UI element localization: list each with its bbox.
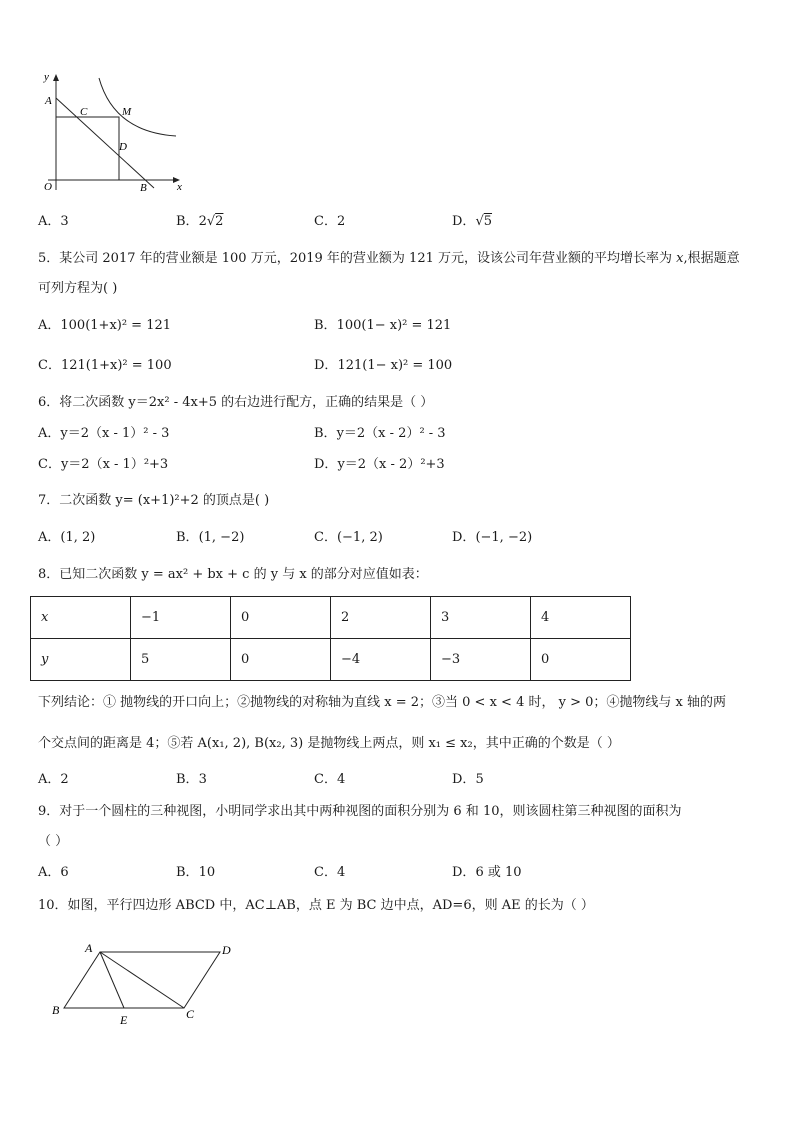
table-cell: y bbox=[31, 639, 131, 681]
q6-option-c[interactable]: C．y＝2（x - 1）²+3 bbox=[38, 457, 169, 472]
q7-option-b[interactable]: B．(1, −2) bbox=[176, 530, 245, 545]
q9-option-d[interactable]: D．6 或 10 bbox=[452, 865, 522, 880]
q4-option-a[interactable]: A．3 bbox=[38, 214, 69, 229]
q6-option-a[interactable]: A．y＝2（x - 1）² - 3 bbox=[38, 426, 170, 441]
table-cell: −3 bbox=[431, 639, 531, 681]
q8-option-b[interactable]: B．3 bbox=[176, 772, 207, 787]
y-axis-arrow bbox=[53, 74, 59, 81]
table-cell: −4 bbox=[331, 639, 431, 681]
q4-figure bbox=[36, 70, 196, 195]
label-o: O bbox=[44, 181, 52, 193]
q5-stem: 5．某公司 2017 年的营业额是 100 万元，2019 年的营业额为 121 万元，设该公司年营业额的平均增长率为 x,根据题意 bbox=[38, 251, 740, 266]
label-b: B bbox=[52, 1003, 60, 1017]
label-d: D bbox=[222, 943, 231, 957]
table-row bbox=[31, 639, 631, 681]
table-cell: 0 bbox=[531, 639, 631, 681]
segment-ac bbox=[100, 952, 184, 1008]
table-cell: 0 bbox=[231, 597, 331, 639]
q7-option-a[interactable]: A．(1, 2) bbox=[38, 530, 96, 545]
q10-stem: 10．如图，平行四边形 ABCD 中，AC⊥AB，点 E 为 BC 边中点，AD=6，则 AE 的长为（ ） bbox=[38, 898, 594, 913]
label-c: C bbox=[186, 1007, 195, 1021]
q5-option-a[interactable]: A．100(1+x)² = 121 bbox=[38, 318, 172, 333]
label-m: M bbox=[122, 106, 132, 118]
q10-figure bbox=[44, 938, 244, 1028]
q7-option-c[interactable]: C．(−1, 2) bbox=[314, 530, 383, 545]
sqrt-symbol: √ bbox=[475, 214, 484, 229]
table-cell: −1 bbox=[131, 597, 231, 639]
table-cell: 4 bbox=[531, 597, 631, 639]
q8-stem: 8．已知二次函数 y = ax² + bx + c 的 y 与 x 的部分对应值如表： bbox=[38, 567, 428, 582]
q6-option-b[interactable]: B．y＝2（x - 2）² - 3 bbox=[314, 426, 446, 441]
q8-option-c[interactable]: C．4 bbox=[314, 772, 346, 787]
q5-stem-line2: 可列方程为( ) bbox=[38, 281, 118, 296]
label-d: D bbox=[119, 141, 127, 153]
q8-option-a[interactable]: A．2 bbox=[38, 772, 69, 787]
q5-option-c[interactable]: C．121(1+x)² = 100 bbox=[38, 358, 172, 373]
table-cell: x bbox=[31, 597, 131, 639]
table-cell: 5 bbox=[131, 639, 231, 681]
q9-stem: 9．对于一个圆柱的三种视图，小明同学求出其中两种视图的面积分别为 6 和 10，则该圆柱第三种视图的面积为 bbox=[38, 804, 682, 819]
label-a: A bbox=[45, 95, 52, 107]
label-y: y bbox=[44, 71, 49, 83]
table-cell: 0 bbox=[231, 639, 331, 681]
q9-stem-line2: （ ） bbox=[38, 834, 69, 849]
q8-conclusion-line1: 下列结论：① 抛物线的开口向上；②抛物线的对称轴为直线 x = 2；③当 0 < x < 4 时， y > 0；④抛物线与 x 轴的两 bbox=[38, 695, 726, 710]
q5-option-b[interactable]: B．100(1− x)² = 121 bbox=[314, 318, 452, 333]
q7-stem: 7．二次函数 y= (x+1)²+2 的顶点是( ) bbox=[38, 493, 270, 508]
q4-option-d[interactable]: D．√5 bbox=[452, 214, 493, 229]
q7-option-d[interactable]: D．(−1, −2) bbox=[452, 530, 533, 545]
q6-option-d[interactable]: D．y＝2（x - 2）²+3 bbox=[314, 457, 445, 472]
q9-option-b[interactable]: B．10 bbox=[176, 865, 216, 880]
table-cell: 3 bbox=[431, 597, 531, 639]
label-b: B bbox=[140, 182, 147, 194]
table-row bbox=[31, 597, 631, 639]
q9-option-c[interactable]: C．4 bbox=[314, 865, 346, 880]
label-x: x bbox=[177, 181, 182, 193]
label-c: C bbox=[80, 106, 88, 118]
q6-stem: 6．将二次函数 y＝2x² - 4x+5 的右边进行配方，正确的结果是（ ） bbox=[38, 395, 434, 410]
q8-option-d[interactable]: D．5 bbox=[452, 772, 484, 787]
sqrt-symbol: √ bbox=[206, 214, 216, 229]
q8-conclusion-line2: 个交点间的距离是 4；⑤若 A(x₁, 2), B(x₂, 3) 是抛物线上两点，则 x₁ ≤ x₂，其中正确的个数是（ ） bbox=[38, 736, 620, 751]
table-cell: 2 bbox=[331, 597, 431, 639]
hyperbola-curve bbox=[99, 78, 176, 136]
label-e: E bbox=[120, 1013, 128, 1027]
line-ab bbox=[56, 98, 154, 188]
q8-value-table bbox=[30, 596, 631, 681]
q9-option-a[interactable]: A．6 bbox=[38, 865, 69, 880]
label-a: A bbox=[85, 941, 93, 955]
q4-option-b[interactable]: B．2√2 bbox=[176, 214, 224, 229]
q5-option-d[interactable]: D．121(1− x)² = 100 bbox=[314, 358, 453, 373]
q4-option-c[interactable]: C．2 bbox=[314, 214, 346, 229]
